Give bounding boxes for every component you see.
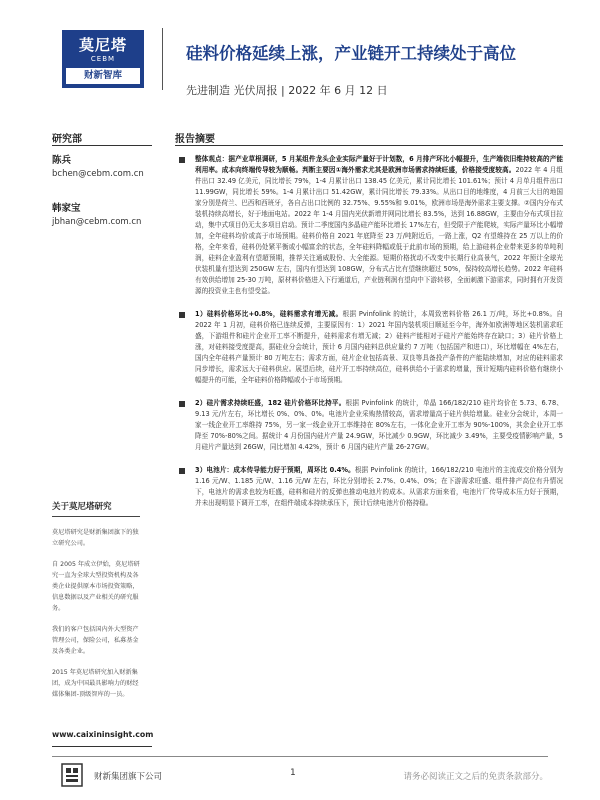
about-paragraph: 莫尼塔研究是财新集团旗下的独立研究公司。 — [52, 529, 139, 547]
about-paragraph: 自 2005 年成立伊始，莫尼塔研究一直为全球大型投资机构及各类企业提供原本市场投资策略，信息数据以及产业相关的研究服务。 — [52, 561, 140, 612]
summary-bullet — [175, 154, 563, 297]
summary-label: 报告摘要 — [175, 134, 215, 145]
logo-chinese-name: 莫尼塔 — [78, 36, 127, 54]
research-dept-rule — [52, 145, 152, 146]
brand-logo — [62, 30, 144, 88]
analyst-card — [52, 152, 144, 179]
bullet-body: 2022 年 4 月组件出口 32.49 亿美元，同比增长 79%，1-4 月累计出口 138.45 亿美元，累计同比增长 101.61%；预计 4 月单月组件出口 11.99GW，同比增长 59%。1-4 月累计出口 51.42GW，累计同比增长 79.33%。从出口目的地维度，4 月前三大目的地国家分别是荷兰、巴西和西班牙，各自占出口比例的 32.75%、9.55%和 9.01%，欧洲市场是海外需求主要支撑。②国内分布式装机持续高增长，好于地面电站。2022 年 1-4 月国内光伏新增并网同比增长 83.5%，达到 16.88GW，主要由分布式项目拉动，集中式项目仍无太多项目启动。预计二季度国内多晶硅产能环比增长 17%左右，但受限于产能爬坡，实际产量环比小幅增加，全年硅料均价或高于市场预期。硅料价格自 2021 年底降至 23 万/吨附近后，一路上涨，Q2 有望维持在 25 万以上的价格，全年来看，硅料仍处紧平衡或小幅富余的状态，全年硅料降幅或低于此前市场的预期，给上游硅料企业带来更多的单吨利润，硅料企业盈利有望超预期，推荐关注通威股份、大全能源。短期价格扰动不改变中长期行业高景气，2022 年预计全球光伏装机量有望达到 250GW 左右，国内有望达到 108GW，分布式占比有望继续超过 50%，保持较高增长趋势。2022 年硅料有效供给增加 25-30 万吨，原材料价格进入下行通道后，产业链利润有望向中下游转移，全面刺激下游需求，同时拥有开发资源的投资业主也有望受益。 — [195, 166, 563, 295]
footer-company: 财新集团旗下公司 — [94, 772, 163, 782]
analyst-name: 韩家宝 — [52, 203, 81, 214]
summary-rule — [175, 145, 563, 146]
sidebar-bottom-rule — [52, 746, 152, 747]
bullet-lead: 2）硅片需求持续旺盛，182 硅片价格环比持平。 — [195, 399, 346, 407]
square-bullet-icon — [179, 312, 185, 318]
about-paragraph: 2015 年莫尼塔研究加入财新集团，成为中国最具影响力的财经媒体集团-顶级智库的一员。 — [52, 669, 139, 698]
about-title: 关于莫尼塔研究 — [52, 502, 112, 512]
about-section — [52, 500, 140, 700]
analyst-name: 陈兵 — [52, 155, 72, 166]
summary-bullet — [175, 465, 563, 509]
bullet-lead: 整体观点：据产业草根调研，5 月某组件龙头企业实际产量好于计划数，6 月排产环比小幅提升，生产端依旧维持较高的产能利用率。成本向终端传导较为顺畅。判断主要因①海外需求尤其是欧洲市场需求持续旺盛，价格接受度较高。 — [195, 155, 563, 174]
square-bullet-icon — [179, 157, 185, 163]
about-paragraph: 我们的客户包括国内外大型资产管理公司，保险公司，私募基金及各类企业。 — [52, 626, 139, 655]
bullet-body: 根据 Pvinfolink 的统计，本周致密料价格 26.1 万/吨，环比+0.8%。自 2022 年 1 月初，硅料价格已连续反弹，主要原因有：1）2021 年国内装机项目顺延至今年，海外如欧洲等地区装机需求旺盛，下游组件和硅片企业开工率不断提升，硅料需求有增无减；2）硅料产能相对于硅片产能始终存在缺口；3）硅片价格上涨，对硅料接受度提高，据硅业分会统计，预计 6 月国内硅料总供应量约 7 万吨（包括国产和进口），环比增幅在 4%左右，国内全年硅料产量预计 80 万吨左右；需求方面，硅片企业包括高景、双良等具备投产条件的产能陆续增加，对应的硅料需求同步增长，需求远大于硅料供应。展望后续，硅片开工率持续高位，硅料供给小于需求的增量，预计短期内硅料价格有继续小幅提升的可能，全年硅料价格降幅或小于市场预期。 — [195, 310, 564, 384]
bullet-body: 根据 Pvinfolink 的统计，166/182/210 电池片的主流成交价格分别为 1.16 元/W、1.185 元/W、1.16 元/W 左右，环比分别增长 2.7%、0.4%、0%；在下游需求旺盛、组件排产高位有升情况下，电池片的需求也较为旺盛，硅料和硅片的反弹也推动电池片的成本。从需求方面来看，电池片厂传导成本压力好于预期，并未出现明显下调开工率，在组件端成本持续承压下，预计后续电池片价格持稳。 — [195, 466, 563, 507]
analyst-card — [52, 200, 141, 227]
logo-subtitle: 财新智库 — [66, 68, 140, 84]
caixin-emblem-icon — [60, 762, 84, 788]
header-divider — [162, 28, 163, 90]
summary-bullet — [175, 309, 563, 386]
analyst-email[interactable]: bchen@cebm.com.cn — [52, 169, 144, 179]
logo-english-name: CEBM — [90, 55, 116, 63]
report-meta: 先进制造 光伏周报 | 2022 年 6 月 12 日 — [186, 84, 388, 97]
report-title: 硅料价格延续上涨，产业链开工持续处于高位 — [186, 44, 516, 63]
footer-rule — [52, 756, 548, 757]
about-rule — [52, 516, 140, 517]
footer-disclaimer: 请务必阅读正文之后的免责条款部分。 — [403, 772, 548, 782]
square-bullet-icon — [179, 468, 185, 474]
page-number: 1 — [290, 768, 296, 778]
website-link[interactable]: www.caixininsight.com — [52, 730, 154, 739]
research-dept-label: 研究部 — [52, 134, 82, 145]
summary-list — [175, 154, 563, 509]
square-bullet-icon — [179, 401, 185, 407]
bullet-lead: 1）硅料价格环比+0.8%，硅料需求有增无减。 — [195, 310, 343, 318]
analyst-email[interactable]: jbhan@cebm.com.cn — [52, 217, 142, 227]
summary-bullet — [175, 398, 563, 453]
bullet-lead: 3）电池片：成本传导能力好于预期，周环比 0.4%。 — [195, 466, 355, 474]
bullet-body: 根据 Pvinfolink 的统计，单晶 166/182/210 硅片均价在 5.73、6.78、9.13 元/片左右，环比增长 0%、0%、0%。电池片企业采购热情较高，需求增量高于硅片供给增量。硅业分会统计，本周一家一线企业开工率维持 75%，另一家一线企业开工率维持在 80%左右，一体化企业开工率为 90%-100%，其余企业开工率降至 70%-80%之间。据统计 4 月份国内硅片产量 24.9GW，环比减少 0.9GW，环比减少 3.49%，主要受疫情影响产量，5 月硅片产量达到 26GW，同比增加 4.42%，预计 6 月国内硅片产量 26-27GW。 — [195, 399, 563, 451]
